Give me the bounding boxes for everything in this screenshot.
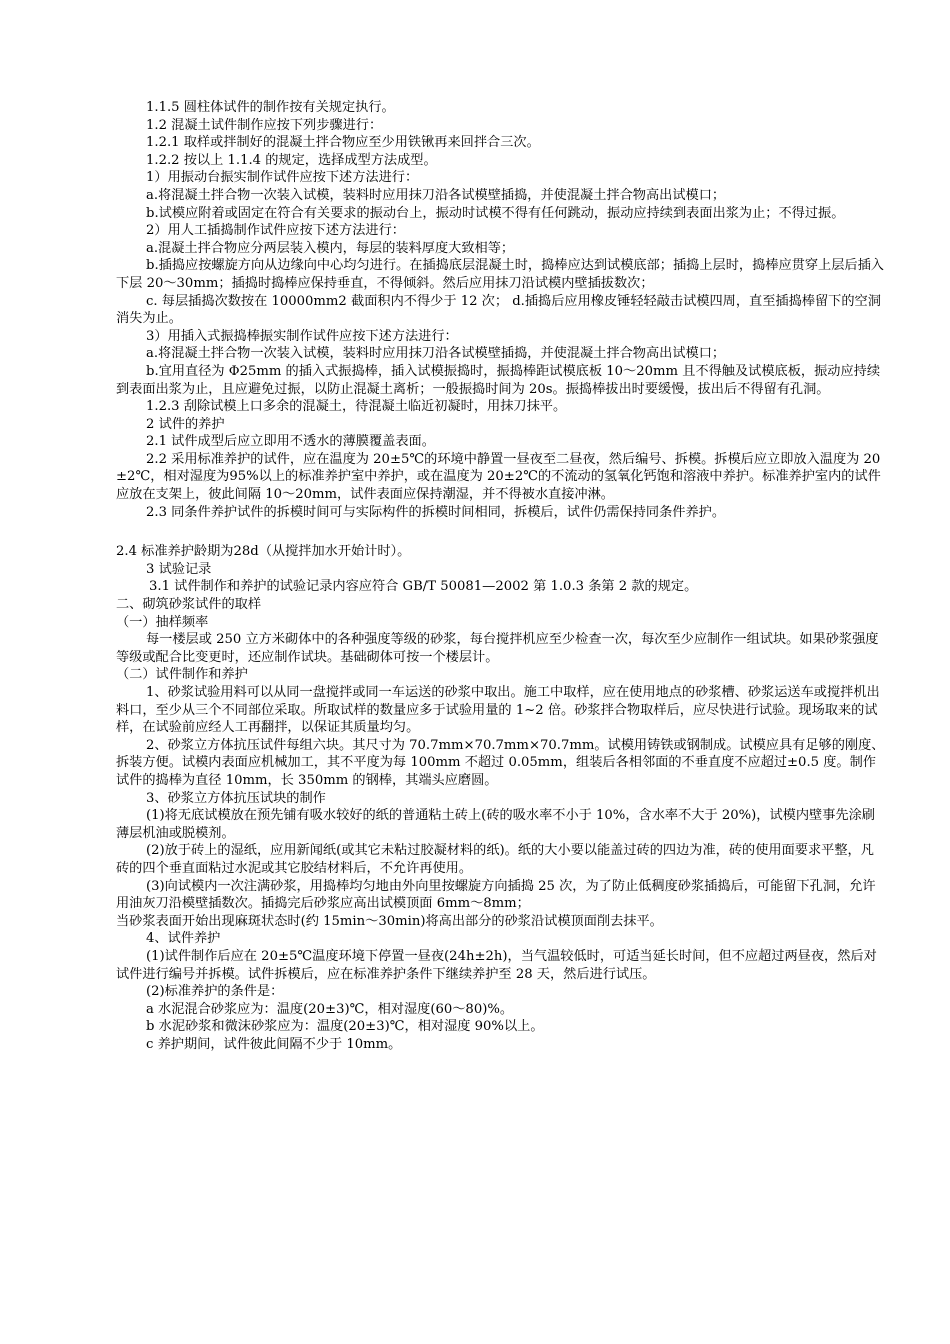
paragraph: (3)向试模内一次注满砂浆，用捣棒均匀地由外向里按螺旋方向插捣 25 次，为了防止低稠度砂浆插捣后，可能留下孔洞，允许用油灰刀沿模壁插数次。插捣完后砂浆应高出试模顶面 6mm～8mm；	[116, 878, 876, 912]
paragraph: (1)将无底试模放在预先铺有吸水较好的纸的普通粘土砖上(砖的吸水率不小于 10%，含水率不大于 20%)，试模内壁事先涂刷薄层机油或脱模剂。	[116, 808, 875, 841]
paragraph: 每一楼层或 250 立方米砌体中的各种强度等级的砂浆，每台搅拌机应至少检查一次，每次至少应制作一组试块。如果砂浆强度等级或配合比变更时，还应制作试块。基础砌体可按一个楼层计。	[116, 632, 879, 665]
paragraph: 3.1 试件制作和养护的试验记录内容应符合 GB/T 50081—2002 第 1.0.3 条第 2 款的规定。	[149, 579, 698, 595]
paragraph: 1、砂浆试验用料可以从同一盘搅拌或同一车运送的砂浆中取出。施工中取样，应在使用地点的砂浆槽、砂浆运送车或搅拌机出料口，至少从三个不同部位采取。所取试样的数量应多于试验用量的 1~2 倍。砂浆拌合物取样后，应尽快进行试验。现场取来的试样，在试验前应经人工再翻拌，以保证其质量均匀。	[116, 685, 880, 736]
paragraph: 2、砂浆立方体抗压试件每组六块。其尺寸为 70.7mm×70.7mm×70.7mm。试模用铸铁或钢制成。试模应具有足够的刚度、拆装方便。试模内表面应机械加工，其不平度为每 100mm 不超过 0.05mm，组装后各相邻面的不垂直度不应超过±0.5 度。制作试件的捣棒为直径 10mm，长 350mm 的钢棒，其端头应磨圆。	[116, 737, 885, 788]
paragraph: 1）用振动台振实制作试件应按下述方法进行：	[146, 170, 419, 186]
paragraph: b 水泥砂浆和微沫砂浆应为：温度(20±3)℃，相对湿度 90%以上。	[146, 1019, 544, 1035]
paragraph: 1.1.5 圆柱体试件的制作按有关规定执行。	[146, 100, 395, 115]
paragraph: b.宜用直径为 Φ25mm 的插入式振捣棒，插入试模振捣时，振捣棒距试模底板 10～20mm 且不得触及试模底板，振动应持续到表面出浆为止，且应避免过振，以防止混凝土离析；一般振捣时间为 20s。振捣棒拔出时要缓慢，拔出后不得留有孔洞。	[116, 363, 881, 397]
section-heading: （一）抽样频率	[116, 614, 209, 630]
section-heading: （二）试件制作和养护	[116, 667, 248, 683]
paragraph: c 养护期间，试件彼此间隔不少于 10mm。	[146, 1036, 402, 1052]
paragraph: 2.4 标准养护龄期为28d（从搅拌加水开始计时）。	[116, 544, 411, 560]
section-heading: 3、砂浆立方体抗压试块的制作	[146, 790, 326, 806]
section-heading: 3 试验记录	[146, 561, 212, 577]
paragraph: a 水泥混合砂浆应为：温度(20±3)℃，相对湿度(60～80)%。	[146, 1001, 514, 1017]
paragraph: (2)标准养护的条件是：	[146, 984, 284, 1000]
paragraph: c. 每层插捣次数按在 10000mm2 截面积内不得少于 12 次； d.插捣后应用橡皮锤轻轻敲击试模四周，直至插捣棒留下的空洞消失为止。	[116, 293, 881, 327]
section-heading: 二、砌筑砂浆试件的取样	[116, 597, 262, 613]
document-body	[116, 99, 886, 1053]
paragraph: 1.2 混凝土试件制作应按下列步骤进行：	[146, 117, 383, 133]
blank-line	[116, 521, 886, 543]
paragraph: 1.2.1 取样或拌制好的混凝土拌合物应至少用铁锹再来回拌合三次。	[146, 135, 540, 151]
paragraph: a.将混凝土拌合物一次装入试模，装料时应用抹刀沿各试模壁插捣，并使混凝土拌合物高出试模口；	[146, 346, 726, 362]
paragraph: 1.2.3 刮除试模上口多余的混凝土，待混凝土临近初凝时，用抹刀抹平。	[146, 399, 567, 415]
paragraph: 2.2 采用标准养护的试件，应在温度为 20±5℃的环境中静置一昼夜至二昼夜，然后编号、拆模。拆模后应立即放入温度为 20±2℃，相对湿度为95%以上的标准养护室中养护，或在温度为 20±2℃的不流动的氢氧化钙饱和溶液中养护。标准养护室内的试件应放在支架上，彼此间隔 10～20mm，试件表面应保持潮湿，并不得被水直接冲淋。	[116, 451, 881, 503]
paragraph: b.插捣应按螺旋方向从边缘向中心均匀进行。在插捣底层混凝土时，捣棒应达到试模底部；插捣上层时，捣棒应贯穿上层后插入下层 20～30mm；插捣时捣棒应保持垂直，不得倾斜。然后应用抹刀沿试模内壁插拔数次；	[116, 258, 884, 291]
paragraph: 3）用插入式振捣棒振实制作试件应按下述方法进行：	[146, 328, 458, 344]
section-heading: 4、试件养护	[146, 931, 221, 947]
paragraph: 1.2.2 按以上 1.1.4 的规定，选择成型方法成型。	[146, 152, 437, 168]
paragraph: a.混凝土拌合物应分两层装入模内，每层的装料厚度大致相等；	[146, 240, 515, 256]
paragraph: a.将混凝土拌合物一次装入试模，装料时应用抹刀沿各试模壁插捣，并使混凝土拌合物高出试模口；	[146, 187, 726, 203]
paragraph: 2）用人工插捣制作试件应按下述方法进行：	[146, 223, 405, 239]
section-heading: 2 试件的养护	[146, 416, 225, 432]
paragraph: 2.3 同条件养护试件的拆模时间可与实际构件的拆模时间相同，拆模后，试件仍需保持同条件养护。	[146, 504, 726, 520]
paragraph: (2)放于砖上的湿纸，应用新闻纸(或其它未粘过胶凝材料的纸)。纸的大小要以能盖过砖的四边为准，砖的使用面要求平整，凡砖的四个垂直面粘过水泥或其它胶结材料后，不允许再使用。	[116, 843, 874, 876]
paragraph: 当砂浆表面开始出现麻斑状态时(约 15min～30min)将高出部分的砂浆沿试模顶面削去抹平。	[116, 913, 663, 929]
paragraph: (1)试件制作后应在 20±5℃温度环境下停置一昼夜(24h±2h)，当气温较低时，可适当延长时间，但不应超过两昼夜，然后对试件进行编号并拆模。试件拆模后，应在标准养护条件下继续养护至 28 天，然后进行试压。	[116, 948, 877, 982]
paragraph: 2.1 试件成型后应立即用不透水的薄膜覆盖表面。	[146, 434, 435, 450]
paragraph: b.试模应附着或固定在符合有关要求的振动台上，振动时试模不得有任何跳动，振动应持续到表面出浆为止；不得过振。	[146, 205, 845, 221]
